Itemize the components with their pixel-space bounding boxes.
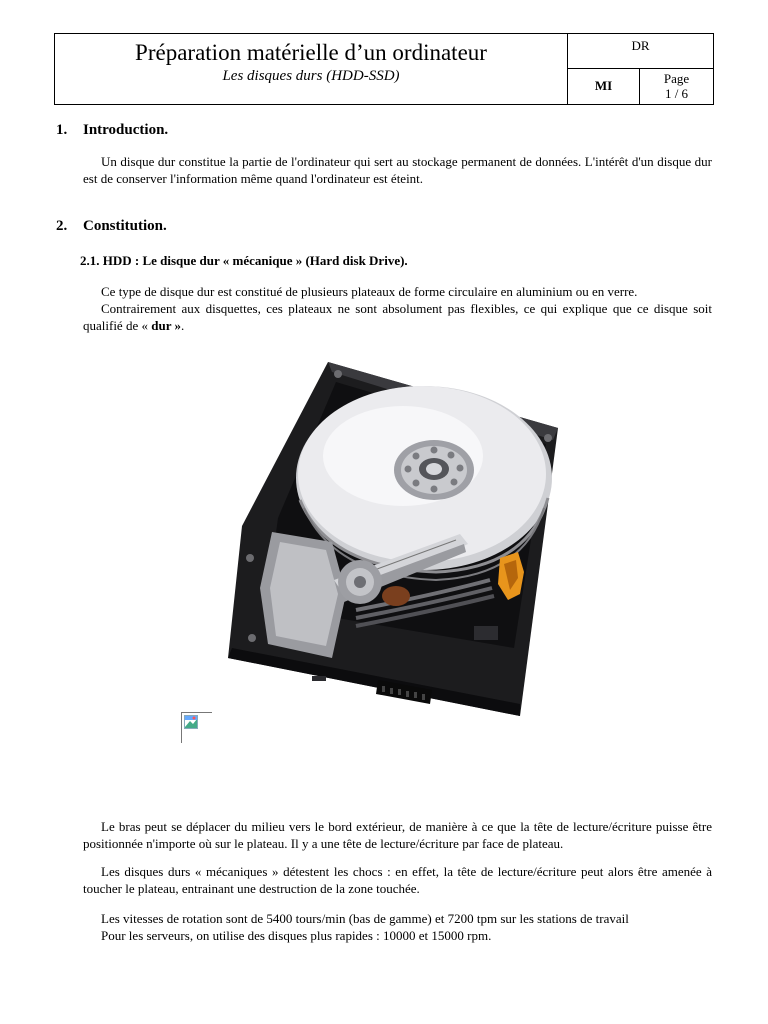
page-label: Page bbox=[663, 71, 690, 86]
hdd-text-2-start: Contrairement aux disquettes, ces plateaux ne sont absolument pas flexibles, ce qui explique que ce disque soit qualifié de « bbox=[83, 301, 712, 333]
hdd-text-3: Le bras peut se déplacer du milieu vers le bord extérieur, de manière à ce que la tête de lecture/écriture puisse être positionnée n'importe où sur le plateau. Il y a une tête de lecture/écriture par face de plateau. bbox=[83, 819, 712, 851]
document-title: Préparation matérielle d’un ordinateur bbox=[135, 40, 487, 65]
hdd-paragraph-4 bbox=[83, 863, 712, 897]
intro-text: Un disque dur constitue la partie de l'ordinateur qui sert au stockage permanent de données. L'intérêt d'un disque dur est de conserver l'information même quand l'ordinateur est éteint. bbox=[83, 154, 712, 186]
broken-image-icon bbox=[184, 715, 198, 729]
hdd-text-5: Les vitesses de rotation sont de 5400 tours/min (bas de gamme) et 7200 tpm sur les stations de travail bbox=[101, 911, 629, 926]
hard-disk-photo bbox=[228, 358, 558, 716]
hdd-paragraph-3 bbox=[83, 818, 712, 852]
heading-number: 1. bbox=[56, 122, 68, 138]
hdd-paragraph-1 bbox=[83, 283, 712, 334]
header-title-cell bbox=[55, 34, 568, 104]
hdd-paragraph-5 bbox=[83, 910, 712, 944]
subheading-number: 2.1. bbox=[80, 253, 100, 268]
heading-number: 2. bbox=[56, 218, 68, 234]
subheading-hdd bbox=[80, 253, 408, 269]
page-number: 1 / 6 bbox=[664, 86, 689, 101]
heading-text: Introduction. bbox=[83, 122, 169, 138]
hdd-text-2 bbox=[83, 300, 712, 334]
header-code: DR bbox=[568, 34, 713, 69]
subheading-text: HDD : Le disque dur « mécanique » (Hard disk Drive). bbox=[102, 253, 408, 268]
header-section: MI bbox=[568, 69, 640, 104]
hdd-text-1: Ce type de disque dur est constitué de plusieurs plateaux de forme circulaire en aluminium ou en verre. bbox=[101, 284, 638, 299]
heading-constitution bbox=[56, 218, 167, 235]
header-page bbox=[640, 69, 713, 104]
document-subtitle: Les disques durs (HDD-SSD) bbox=[222, 68, 400, 84]
hdd-text-4: Les disques durs « mécaniques » détestent les chocs : en effet, la tête de lecture/écriture peut alors être amenée à toucher le plateau, entrainant une destruction de la zone touchée. bbox=[83, 864, 712, 896]
broken-image-placeholder bbox=[181, 712, 212, 743]
heading-text: Constitution. bbox=[83, 218, 167, 234]
heading-introduction bbox=[56, 122, 168, 139]
document-header bbox=[54, 33, 714, 105]
hdd-text-2-bold: dur » bbox=[151, 318, 181, 333]
hdd-text-2-end: . bbox=[180, 318, 185, 333]
intro-paragraph bbox=[83, 153, 712, 187]
hdd-text-6: Pour les serveurs, on utilise des disques plus rapides : 10000 et 15000 rpm. bbox=[101, 928, 492, 943]
